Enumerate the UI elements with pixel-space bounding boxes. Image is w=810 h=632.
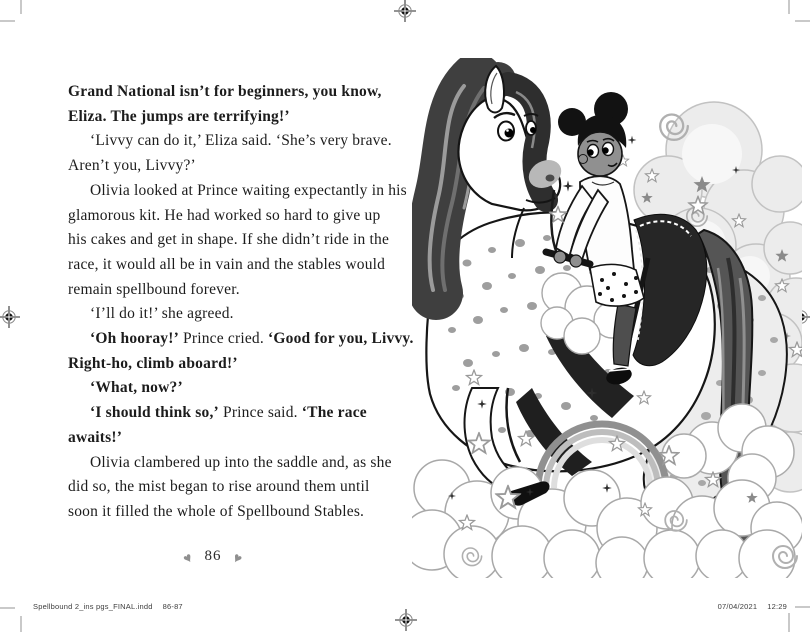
girl-head [578,132,622,176]
girl-hand [570,255,582,267]
crop-mark [0,20,15,22]
heart-icon: ♥ [181,550,197,568]
footer-datetime [718,602,787,611]
text-line: ‘What, now?’ [90,379,183,397]
text-line: remain spellbound forever. [68,280,240,298]
text-block [68,80,414,525]
footer-sheet-pages: 86-87 [162,602,183,611]
crop-mark [795,20,810,22]
page-number-row [68,548,358,568]
text-line: Grand National isn’t for beginners, you know, [68,83,382,100]
text-line: Olivia looked at Prince waiting expectantly in his [90,181,407,199]
illustration-girl-riding-horse [412,58,802,578]
text-line: did so, the mist began to rise around them until [68,478,370,496]
text-line: Aren’t you, Livvy?’ [68,157,196,175]
girl-hand [554,251,566,263]
footer-filename-text: Spellbound 2_ins pgs_FINAL.indd [33,602,153,611]
crop-mark [795,606,810,608]
heart-icon: ♥ [229,550,245,568]
text-line: his cakes and get in shape. If she didn’t ride in the [68,231,390,249]
text-line: Eliza. The jumps are terrifying!’ [68,107,290,125]
footer-time: 12:29 [767,602,787,611]
registration-mark-icon [394,608,418,632]
girl-ear [579,155,588,164]
crop-mark [20,0,22,14]
page-number: 86 [204,548,222,564]
footer-filename [33,602,183,611]
text-line: ‘Oh hooray!’ Prince cried. ‘Good for you, Livvy. [90,330,414,348]
crop-mark [788,0,790,14]
text-line: awaits!’ [68,428,123,446]
registration-mark-icon [393,0,417,23]
text-line: ‘I should think so,’ Prince said. ‘The race [90,404,367,422]
footer-date: 07/04/2021 [717,602,758,611]
text-line: Olivia clambered up into the saddle and, as she [90,453,392,471]
crop-mark [0,607,15,609]
text-line: race, it would all be in vain and the stables would [68,255,386,273]
text-line: ‘Livvy can do it,’ Eliza said. ‘She’s very brave. [90,132,392,150]
crop-mark [788,613,790,632]
horse-nostril [546,175,555,182]
text-line: Right-ho, climb aboard!’ [68,354,238,372]
crop-mark [20,616,22,632]
text-line: ‘I’ll do it!’ she agreed. [90,305,234,323]
text-line: glamorous kit. He had worked so hard to give up [68,206,381,224]
registration-mark-icon [0,305,21,329]
text-line: soon it filled the whole of Spellbound Stables. [68,502,365,520]
girl-shorts [590,264,644,306]
